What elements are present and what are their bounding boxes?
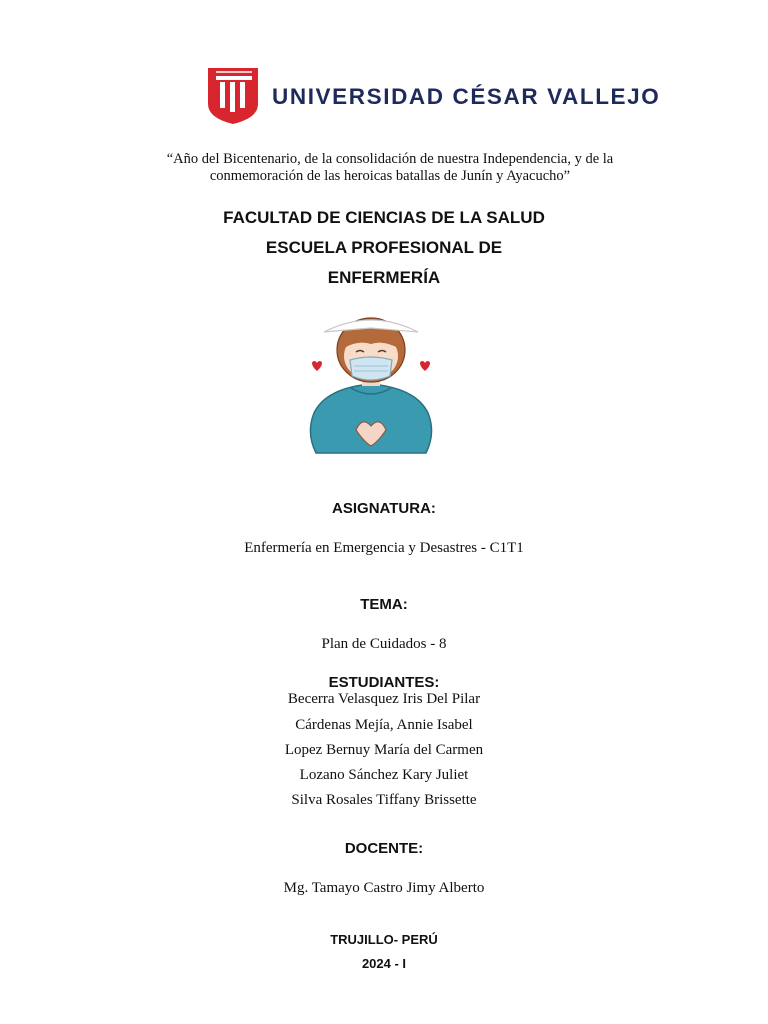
student-name: Becerra Velasquez Iris Del Pilar <box>287 691 481 707</box>
course-value: Enfermería en Emergencia y Desastres - C1T1 <box>244 540 524 556</box>
academic-year: 2024 - I <box>361 956 407 971</box>
school-title: ESCUELA PROFESIONAL DE <box>265 238 503 257</box>
nurse-illustration <box>296 308 446 463</box>
motto-line-2: conmemoración de las heroicas batallas de Junín y Ayacucho” <box>209 168 571 184</box>
year-motto <box>160 151 620 185</box>
student-name: Lozano Sánchez Kary Juliet <box>299 767 469 783</box>
logo-wordmark: UNIVERSIDAD CÉSAR VALLEJO <box>272 84 661 109</box>
career-title: ENFERMERÍA <box>327 268 441 287</box>
motto-line-1: “Año del Bicentenario, de la consolidación de nuestra Independencia, y de la <box>166 151 614 167</box>
teacher-label: DOCENTE: <box>344 840 424 857</box>
location: TRUJILLO- PERÚ <box>330 932 438 947</box>
course-label: ASIGNATURA: <box>332 500 436 517</box>
topic-label: TEMA: <box>360 596 408 613</box>
student-name: Lopez Bernuy María del Carmen <box>284 742 484 758</box>
university-shield-icon <box>206 66 266 126</box>
topic-value: Plan de Cuidados - 8 <box>321 636 447 652</box>
student-name: Cárdenas Mejía, Annie Isabel <box>295 717 473 733</box>
student-name: Silva Rosales Tiffany Brissette <box>291 792 477 808</box>
faculty-title: FACULTAD DE CIENCIAS DE LA SALUD <box>223 208 545 227</box>
students-label: ESTUDIANTES: <box>328 674 440 691</box>
university-logo <box>206 66 661 126</box>
teacher-value: Mg. Tamayo Castro Jimy Alberto <box>283 880 485 896</box>
